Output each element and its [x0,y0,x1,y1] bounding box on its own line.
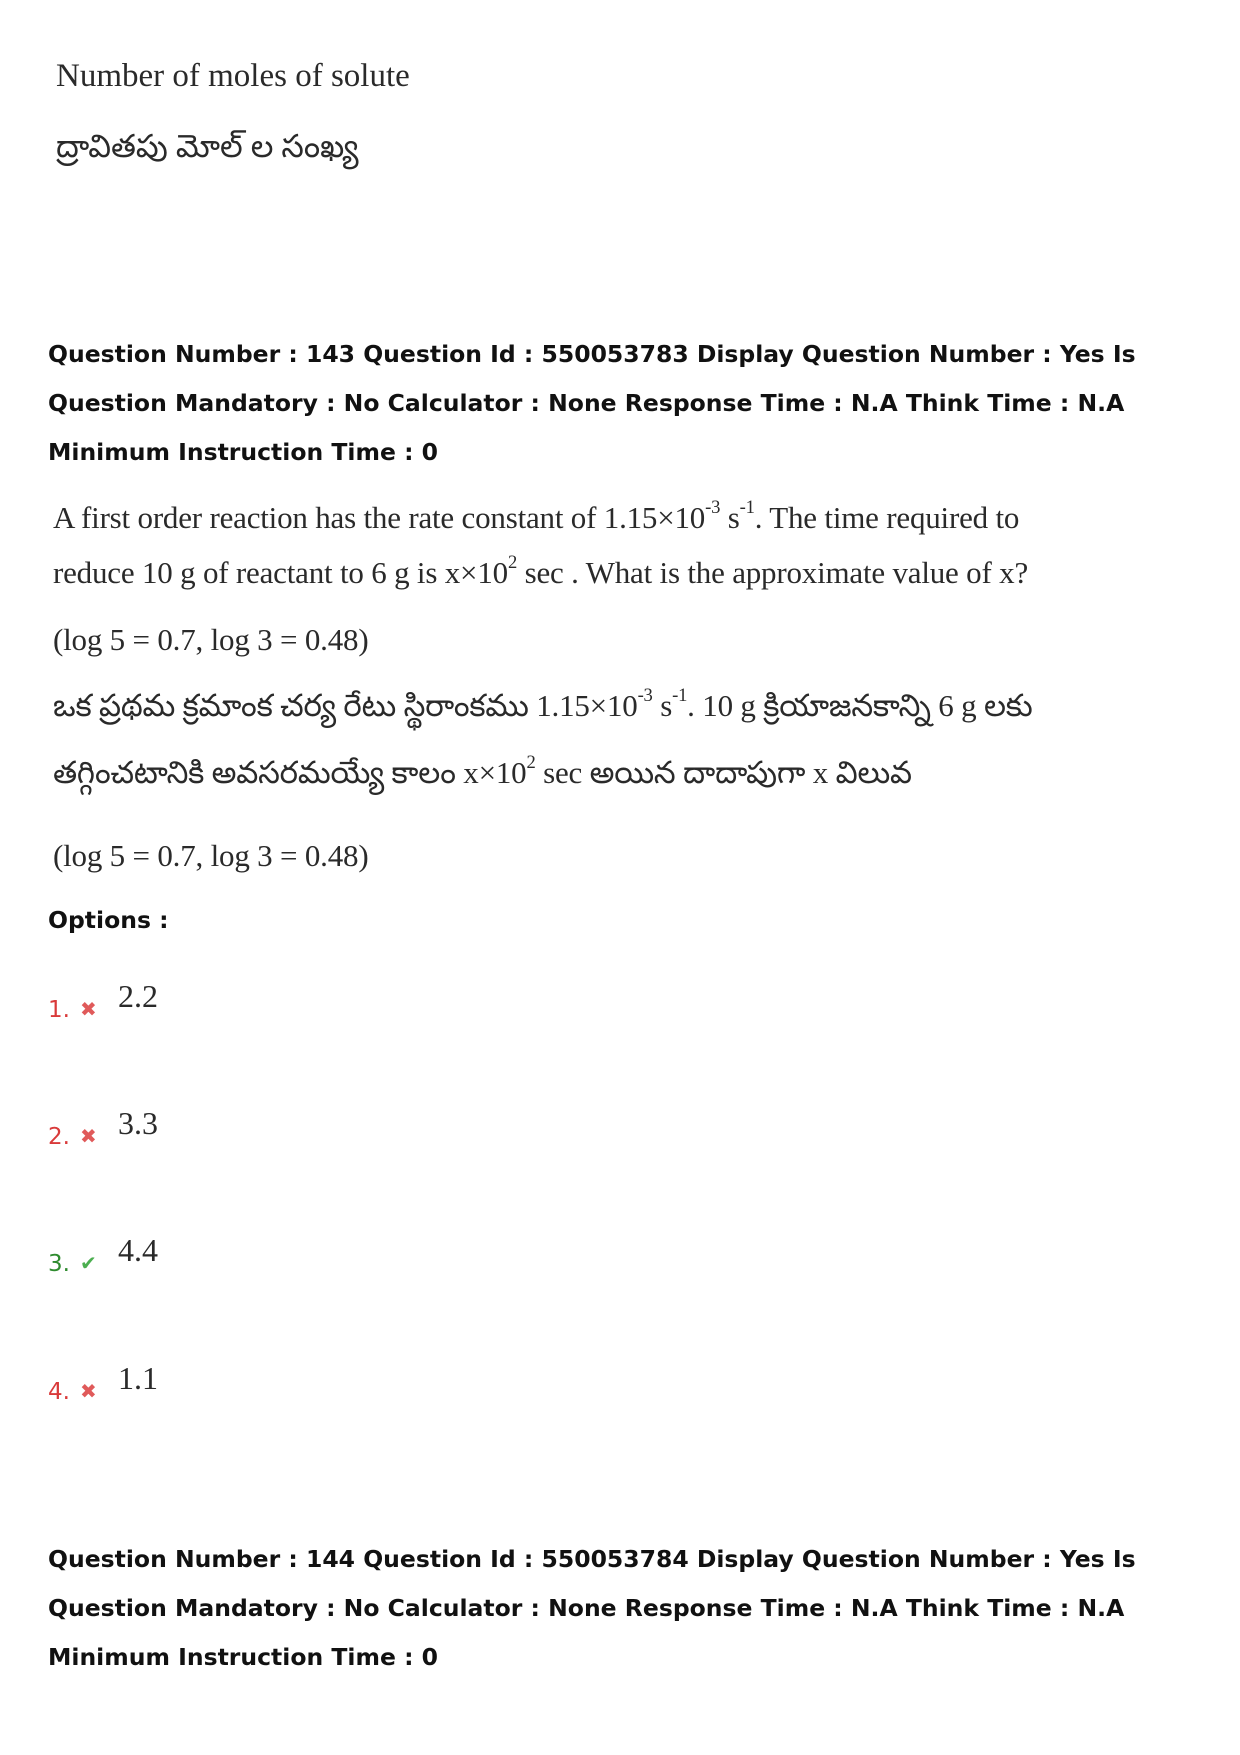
option-number: 4. [48,1379,70,1405]
wrong-cross-icon: ✖ [80,997,97,1021]
option-value: 1.1 [118,1360,158,1396]
wrong-cross-icon: ✖ [80,1124,97,1148]
question-143-meta: Question Number : 143 Question Id : 550053783 Display Question Number : Yes Is Question Mandatory : No Calculator : None Response Time : N.A Think Time : N.A Minimum Instruction Time : 0 [48,340,1136,466]
option-1 [48,973,158,1023]
question-text-te-line2: తగ్గించటానికి అవసరమయ్యే కాలం $x\times 10^2$ sec అయిన దాదాపుగా x విలువ [53,752,912,790]
option-number: 2. [48,1124,70,1150]
previous-answer-telugu: ద్రావితపు మోల్ ల సంఖ్య [56,128,359,164]
option-value: 3.3 [118,1105,158,1141]
option-number: 1. [48,997,70,1023]
question-text-en-line1: A first order reaction has the rate constant of $1.15\times 10^{-3}$ $s^{-1}$. The time required to [53,497,1020,535]
question-text-en-line2: reduce 10 g of reactant to 6 g is $x\times 10^2$ sec . What is the approximate value of x? [53,552,1029,590]
option-value: 2.2 [118,978,158,1014]
previous-answer-english: Number of moles of solute [56,58,410,94]
question-hint-te: (log 5 = 0.7, log 3 = 0.48) [53,838,369,873]
question-text-te-line1: ఒక ప్రథమ క్రమాంక చర్య రేటు స్థిరాంకము $1.15\times 10^{-3}$ $s^{-1}$. 10 g క్రియాజనకాన్ని 6 g లకు [53,685,1033,723]
options-label: Options : [48,906,169,934]
wrong-cross-icon: ✖ [80,1379,97,1403]
option-value: 4.4 [118,1232,158,1268]
question-144-meta: Question Number : 144 Question Id : 550053784 Display Question Number : Yes Is Question Mandatory : No Calculator : None Response Time : N.A Think Time : N.A Minimum Instruction Time : 0 [48,1545,1136,1671]
option-3 [48,1227,158,1277]
correct-check-icon: ✔ [80,1251,97,1275]
option-2 [48,1100,158,1150]
question-hint-en: (log 5 = 0.7, log 3 = 0.48) [53,622,369,657]
option-4 [48,1355,158,1405]
option-number: 3. [48,1251,70,1277]
